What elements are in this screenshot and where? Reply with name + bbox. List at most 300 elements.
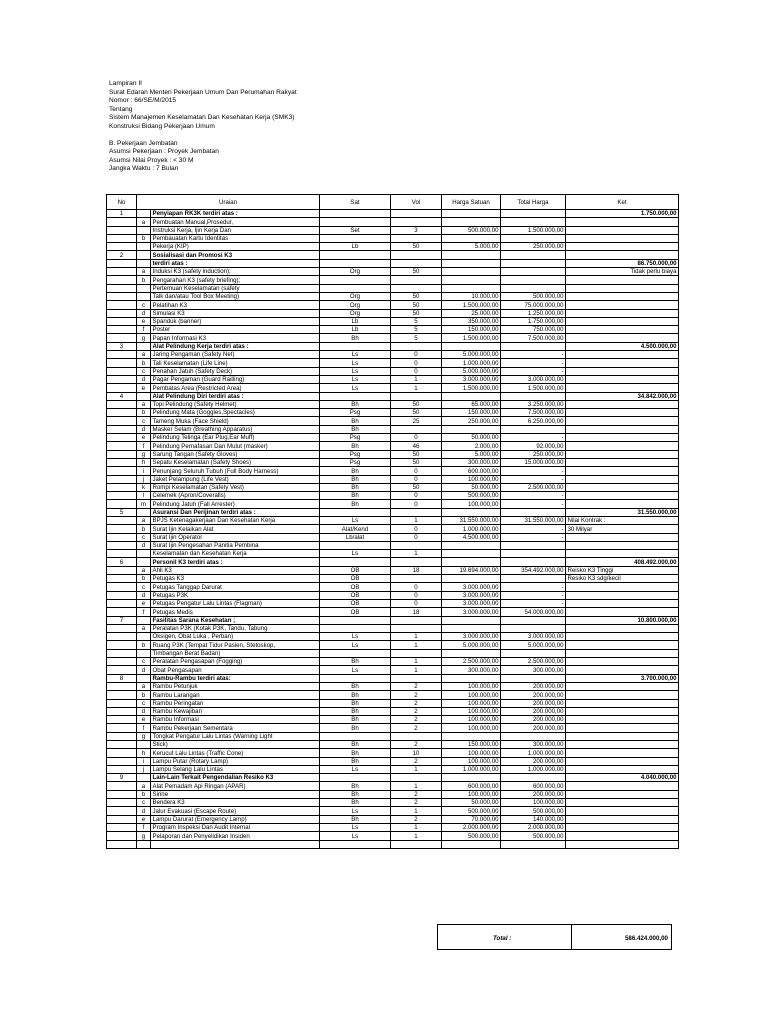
row-total-harga bbox=[501, 218, 566, 226]
row-ket bbox=[566, 583, 679, 591]
row-vol: 50 bbox=[391, 301, 442, 309]
row-no bbox=[107, 434, 137, 442]
row-total-harga bbox=[501, 732, 566, 740]
row-sub: d bbox=[137, 666, 151, 674]
row-vol: 2 bbox=[391, 699, 442, 707]
row-total-harga: 2.000.000,00 bbox=[501, 823, 566, 831]
row-vol bbox=[391, 624, 442, 632]
row-uraian: Pertemuan Keselamatan (safety bbox=[151, 284, 320, 292]
row-uraian: Tali Keselamatan (Life Line) bbox=[151, 359, 320, 367]
row-ket bbox=[566, 682, 679, 690]
row-ket bbox=[566, 807, 679, 815]
row-vol: 1 bbox=[391, 823, 442, 831]
table-row bbox=[107, 492, 679, 500]
row-sub: k bbox=[137, 483, 151, 491]
row-sub: g bbox=[137, 832, 151, 840]
row-ket: 4.040.000,00 bbox=[566, 774, 679, 782]
row-total-harga: 54.000.000,00 bbox=[501, 608, 566, 616]
row-vol: 1 bbox=[391, 666, 442, 674]
row-no: 1 bbox=[107, 210, 137, 218]
row-vol: 46 bbox=[391, 442, 442, 450]
row-uraian: Rambu Pekerjaan Sementara bbox=[151, 724, 320, 732]
table-row bbox=[107, 226, 679, 234]
row-total-harga: 1.000.000,00 bbox=[501, 749, 566, 757]
row-no bbox=[107, 832, 137, 840]
row-total-harga: - bbox=[501, 475, 566, 483]
row-sub bbox=[137, 674, 151, 682]
row-total-harga bbox=[501, 392, 566, 400]
row-ket bbox=[566, 434, 679, 442]
row-total-harga: 7.500.000,00 bbox=[501, 409, 566, 417]
table-row bbox=[107, 782, 679, 790]
row-sat: OB bbox=[320, 599, 391, 607]
row-sat: Psg bbox=[320, 434, 391, 442]
row-vol: 0 bbox=[391, 367, 442, 375]
row-sat: Org bbox=[320, 292, 391, 300]
row-ket bbox=[566, 442, 679, 450]
row-sat: Ls bbox=[320, 384, 391, 392]
row-sat: Bh bbox=[320, 724, 391, 732]
row-harga-satuan: 4.500.000,00 bbox=[442, 533, 501, 541]
row-sat: Psg bbox=[320, 450, 391, 458]
row-sub: m bbox=[137, 500, 151, 508]
row-uraian: Rambu Informasi bbox=[151, 716, 320, 724]
row-no bbox=[107, 334, 137, 342]
row-vol: 50 bbox=[391, 400, 442, 408]
row-ket bbox=[566, 458, 679, 466]
row-sub: e bbox=[137, 815, 151, 823]
row-no bbox=[107, 417, 137, 425]
table-row bbox=[107, 790, 679, 798]
row-sat: Bh bbox=[320, 500, 391, 508]
row-sat: Ls bbox=[320, 633, 391, 641]
row-uraian: Program Inspeksi Dan Audit Internal bbox=[151, 823, 320, 831]
row-uraian: Petugas K3 bbox=[151, 575, 320, 583]
row-harga-satuan: 100.000,00 bbox=[442, 707, 501, 715]
row-sub: a bbox=[137, 682, 151, 690]
row-vol: 0 bbox=[391, 583, 442, 591]
table-row bbox=[107, 691, 679, 699]
row-total-harga: 2.500.000,00 bbox=[501, 658, 566, 666]
row-vol bbox=[391, 575, 442, 583]
header-line: Lampiran II bbox=[109, 80, 142, 87]
row-harga-satuan: 500.000,00 bbox=[442, 807, 501, 815]
table-row bbox=[107, 716, 679, 724]
row-vol: 5 bbox=[391, 334, 442, 342]
row-no bbox=[107, 691, 137, 699]
row-sat bbox=[320, 392, 391, 400]
row-ket bbox=[566, 608, 679, 616]
row-uraian: Surat Ijin Operator bbox=[151, 533, 320, 541]
row-uraian: Alat Pemadam Api Ringan (APAR) bbox=[151, 782, 320, 790]
row-sub: a bbox=[137, 351, 151, 359]
document-header bbox=[109, 80, 297, 174]
row-sat bbox=[320, 649, 391, 657]
row-uraian: Sirine bbox=[151, 790, 320, 798]
row-no bbox=[107, 724, 137, 732]
row-vol: 2 bbox=[391, 691, 442, 699]
row-sat: Bh bbox=[320, 782, 391, 790]
row-ket bbox=[566, 599, 679, 607]
row-harga-satuan: 50.000,00 bbox=[442, 434, 501, 442]
row-sub bbox=[137, 616, 151, 624]
table-row bbox=[107, 500, 679, 508]
row-ket bbox=[566, 658, 679, 666]
row-vol: 50 bbox=[391, 309, 442, 317]
row-uraian: Talk dan/atau Tool Box Meeting) bbox=[151, 292, 320, 300]
row-no bbox=[107, 243, 137, 251]
row-harga-satuan: 5.000.000,00 bbox=[442, 351, 501, 359]
row-ket bbox=[566, 765, 679, 773]
row-total-harga: 200.000,00 bbox=[501, 707, 566, 715]
row-sat: Set bbox=[320, 226, 391, 234]
row-total-harga: 75.000.000,00 bbox=[501, 301, 566, 309]
row-ket bbox=[566, 375, 679, 383]
row-ket bbox=[566, 649, 679, 657]
row-no bbox=[107, 666, 137, 674]
table-row bbox=[107, 707, 679, 715]
row-ket bbox=[566, 732, 679, 740]
row-uraian: Rambu Peringatan bbox=[151, 699, 320, 707]
row-uraian: Timbangan Berat Badan) bbox=[151, 649, 320, 657]
row-uraian: Simulasi K3 bbox=[151, 309, 320, 317]
table-row bbox=[107, 409, 679, 417]
row-uraian: Kerucut Lalu Lintas (Traffic Cone) bbox=[151, 749, 320, 757]
row-sat bbox=[320, 234, 391, 242]
row-sat: Bh bbox=[320, 691, 391, 699]
row-sub: a bbox=[137, 400, 151, 408]
row-no bbox=[107, 741, 137, 749]
row-vol bbox=[391, 342, 442, 350]
row-ket bbox=[566, 840, 679, 848]
total-box bbox=[437, 924, 672, 950]
row-sub bbox=[137, 292, 151, 300]
row-ket bbox=[566, 624, 679, 632]
row-sub: a bbox=[137, 566, 151, 574]
row-sub: e bbox=[137, 599, 151, 607]
row-ket: 1.750.000,00 bbox=[566, 210, 679, 218]
row-ket bbox=[566, 757, 679, 765]
row-ket bbox=[566, 243, 679, 251]
row-uraian: Tameng Muka (Face Shield) bbox=[151, 417, 320, 425]
row-vol: 1 bbox=[391, 832, 442, 840]
row-ket bbox=[566, 400, 679, 408]
header-line: Sistem Manajemen Keselamatan Dan Kesehatan Kerja (SMK3) bbox=[109, 114, 295, 121]
table-row bbox=[107, 342, 679, 350]
row-sat: Bh bbox=[320, 483, 391, 491]
row-no bbox=[107, 649, 137, 657]
row-total-harga: - bbox=[501, 467, 566, 475]
row-ket bbox=[566, 782, 679, 790]
table-row bbox=[107, 699, 679, 707]
row-vol: 0 bbox=[391, 533, 442, 541]
row-uraian: Oksigen, Obat Luka , Perban) bbox=[151, 633, 320, 641]
row-no bbox=[107, 707, 137, 715]
row-vol: 1 bbox=[391, 765, 442, 773]
row-no bbox=[107, 359, 137, 367]
row-sat bbox=[320, 624, 391, 632]
row-vol bbox=[391, 276, 442, 284]
row-uraian: Tongkat Pengatur Lalu Lintas (Warning Light bbox=[151, 732, 320, 740]
row-sat: Ls bbox=[320, 516, 391, 524]
row-no bbox=[107, 608, 137, 616]
row-sat: OB bbox=[320, 608, 391, 616]
col-header-ket: Ket bbox=[566, 195, 679, 210]
row-uraian: Pelatihan K3 bbox=[151, 301, 320, 309]
row-total-harga bbox=[501, 550, 566, 558]
row-sub: b bbox=[137, 691, 151, 699]
table-row bbox=[107, 210, 679, 218]
row-uraian: Ruang P3K (Tempat Tidur Pasien, Stetoskop, bbox=[151, 641, 320, 649]
row-harga-satuan bbox=[442, 541, 501, 549]
row-ket: 31.550.000,00 bbox=[566, 508, 679, 516]
row-sat: OB bbox=[320, 583, 391, 591]
row-vol bbox=[391, 508, 442, 516]
row-vol bbox=[391, 774, 442, 782]
row-sub: g bbox=[137, 334, 151, 342]
row-vol: 1 bbox=[391, 641, 442, 649]
row-total-harga: 15.000.000,00 bbox=[501, 458, 566, 466]
row-sat bbox=[320, 774, 391, 782]
row-total-harga bbox=[501, 774, 566, 782]
row-sat: Org bbox=[320, 301, 391, 309]
row-uraian: Rambu Petunjuk bbox=[151, 682, 320, 690]
row-vol: 0 bbox=[391, 467, 442, 475]
row-harga-satuan bbox=[442, 616, 501, 624]
table-row bbox=[107, 375, 679, 383]
row-sat: Lb/alat bbox=[320, 533, 391, 541]
row-harga-satuan: 100.000,00 bbox=[442, 724, 501, 732]
row-sub: l bbox=[137, 492, 151, 500]
row-sat: Lb bbox=[320, 317, 391, 325]
row-total-harga: 250.000,00 bbox=[501, 450, 566, 458]
row-sat: Bh bbox=[320, 467, 391, 475]
row-ket bbox=[566, 741, 679, 749]
row-no bbox=[107, 782, 137, 790]
row-ket: Resiko K3 sdg/kecil bbox=[566, 575, 679, 583]
row-uraian: Ahli K3 bbox=[151, 566, 320, 574]
row-sat: Alat/Kend bbox=[320, 525, 391, 533]
row-harga-satuan bbox=[442, 624, 501, 632]
budget-table bbox=[106, 194, 679, 849]
row-total-harga: 500.000,00 bbox=[501, 807, 566, 815]
row-uraian: Surat Ijin Pengesahan Panitia Pembina bbox=[151, 541, 320, 549]
row-sub: d bbox=[137, 425, 151, 433]
row-harga-satuan: 50.000,00 bbox=[442, 799, 501, 807]
row-sub bbox=[137, 550, 151, 558]
row-vol bbox=[391, 392, 442, 400]
row-harga-satuan bbox=[442, 508, 501, 516]
table-row bbox=[107, 475, 679, 483]
row-total-harga: 200.000,00 bbox=[501, 724, 566, 732]
row-ket bbox=[566, 541, 679, 549]
row-sub: b bbox=[137, 641, 151, 649]
row-no: 9 bbox=[107, 774, 137, 782]
row-total-harga: 92.000,00 bbox=[501, 442, 566, 450]
table-row bbox=[107, 799, 679, 807]
row-harga-satuan bbox=[442, 550, 501, 558]
table-row bbox=[107, 608, 679, 616]
table-row bbox=[107, 317, 679, 325]
row-sat bbox=[320, 342, 391, 350]
row-vol: 18 bbox=[391, 608, 442, 616]
table-row bbox=[107, 450, 679, 458]
row-sub: d bbox=[137, 807, 151, 815]
row-ket bbox=[566, 823, 679, 831]
row-no bbox=[107, 492, 137, 500]
row-total-harga: - bbox=[501, 533, 566, 541]
header-line: Asumsi Pekerjaan : Proyek Jembatan bbox=[109, 148, 219, 155]
row-uraian: Rompi Keselamatan (Safety Vest) bbox=[151, 483, 320, 491]
row-ket bbox=[566, 234, 679, 242]
row-harga-satuan bbox=[442, 392, 501, 400]
row-sat: Ls bbox=[320, 351, 391, 359]
row-ket bbox=[566, 251, 679, 259]
row-total-harga: 200.000,00 bbox=[501, 757, 566, 765]
row-ket: Reisko K3 Tinggi bbox=[566, 566, 679, 574]
row-uraian: Petugas Pengatur Lalu Lintas (Flagman) bbox=[151, 599, 320, 607]
row-uraian: Pelindung Pernafasan Dan Mulut (masker) bbox=[151, 442, 320, 450]
row-total-harga: 600.000,00 bbox=[501, 782, 566, 790]
row-sub: b bbox=[137, 409, 151, 417]
row-vol: 2 bbox=[391, 724, 442, 732]
row-sub: a bbox=[137, 516, 151, 524]
row-vol bbox=[391, 234, 442, 242]
row-no bbox=[107, 840, 137, 848]
row-total-harga bbox=[501, 425, 566, 433]
table-row bbox=[107, 243, 679, 251]
row-ket bbox=[566, 326, 679, 334]
row-sat: Bh bbox=[320, 425, 391, 433]
row-no bbox=[107, 268, 137, 276]
row-sat: Bh bbox=[320, 682, 391, 690]
row-uraian: Pengarahan K3 (safety briefing); bbox=[151, 276, 320, 284]
table-row bbox=[107, 326, 679, 334]
row-sat: OB bbox=[320, 591, 391, 599]
row-sub bbox=[137, 633, 151, 641]
row-ket bbox=[566, 707, 679, 715]
table-row bbox=[107, 434, 679, 442]
row-ket bbox=[566, 591, 679, 599]
row-uraian: Pelindung Telinga (Ear Plug,Ear Muff) bbox=[151, 434, 320, 442]
header-line: Surat Edaran Menteri Pekerjaan Umum Dan Perumahan Rakyat bbox=[109, 88, 297, 96]
row-vol: 1 bbox=[391, 633, 442, 641]
table-row bbox=[107, 541, 679, 549]
row-ket bbox=[566, 790, 679, 798]
row-sub: g bbox=[137, 732, 151, 740]
row-vol: 2 bbox=[391, 815, 442, 823]
row-ket bbox=[566, 483, 679, 491]
row-no bbox=[107, 749, 137, 757]
row-no bbox=[107, 317, 137, 325]
row-ket bbox=[566, 317, 679, 325]
row-ket bbox=[566, 492, 679, 500]
table-row bbox=[107, 467, 679, 475]
row-sat: Ls bbox=[320, 832, 391, 840]
row-harga-satuan bbox=[442, 234, 501, 242]
row-sat: Bh bbox=[320, 400, 391, 408]
row-ket bbox=[566, 666, 679, 674]
row-harga-satuan: 1.500.000,00 bbox=[442, 301, 501, 309]
row-sub: d bbox=[137, 541, 151, 549]
row-no bbox=[107, 757, 137, 765]
row-ket bbox=[566, 284, 679, 292]
row-uraian: Pelindung Mata (Goggles,Spectacles) bbox=[151, 409, 320, 417]
row-sub: i bbox=[137, 757, 151, 765]
row-harga-satuan: 2.000,00 bbox=[442, 442, 501, 450]
row-harga-satuan: 19.694.000,00 bbox=[442, 566, 501, 574]
row-sub: f bbox=[137, 823, 151, 831]
row-total-harga: 7.500.000,00 bbox=[501, 334, 566, 342]
row-total-harga: - bbox=[501, 492, 566, 500]
row-no bbox=[107, 566, 137, 574]
row-sat bbox=[320, 284, 391, 292]
row-total-harga: 200.000,00 bbox=[501, 790, 566, 798]
row-sub: d bbox=[137, 309, 151, 317]
row-uraian: Penahan Jatuh (Safety Deck) bbox=[151, 367, 320, 375]
row-sub: b bbox=[137, 276, 151, 284]
table-row bbox=[107, 575, 679, 583]
table-row bbox=[107, 359, 679, 367]
row-total-harga: 1.500.000,00 bbox=[501, 384, 566, 392]
table-row bbox=[107, 682, 679, 690]
table-row bbox=[107, 268, 679, 276]
row-sub bbox=[137, 243, 151, 251]
row-harga-satuan: 600.000,00 bbox=[442, 467, 501, 475]
row-uraian: Bendera K3 bbox=[151, 799, 320, 807]
row-vol: 1 bbox=[391, 516, 442, 524]
row-vol: 1 bbox=[391, 807, 442, 815]
row-sub: a bbox=[137, 268, 151, 276]
row-total-harga: 200.000,00 bbox=[501, 691, 566, 699]
row-harga-satuan: 2.500.000,00 bbox=[442, 658, 501, 666]
row-sat: Ls bbox=[320, 807, 391, 815]
row-no bbox=[107, 425, 137, 433]
table-row bbox=[107, 384, 679, 392]
row-sat: Psg bbox=[320, 409, 391, 417]
row-harga-satuan: 600.000,00 bbox=[442, 782, 501, 790]
row-vol: 2 bbox=[391, 799, 442, 807]
row-vol: 1 bbox=[391, 550, 442, 558]
row-no: 8 bbox=[107, 674, 137, 682]
table-row bbox=[107, 417, 679, 425]
row-ket: 10.800.000,00 bbox=[566, 616, 679, 624]
row-sat bbox=[320, 616, 391, 624]
row-total-harga: 354.492.000,00 bbox=[501, 566, 566, 574]
row-harga-satuan: 50.000,00 bbox=[442, 483, 501, 491]
row-vol bbox=[391, 732, 442, 740]
table-row bbox=[107, 823, 679, 831]
table-row bbox=[107, 400, 679, 408]
row-harga-satuan: 3.000.000,00 bbox=[442, 375, 501, 383]
row-ket: 4.500.000,00 bbox=[566, 342, 679, 350]
row-total-harga: 31.550.000,00 bbox=[501, 516, 566, 524]
row-harga-satuan: 1.000.000,00 bbox=[442, 765, 501, 773]
row-harga-satuan: 70.000,00 bbox=[442, 815, 501, 823]
table-row bbox=[107, 840, 679, 848]
table-row bbox=[107, 550, 679, 558]
row-harga-satuan: 5.000,00 bbox=[442, 243, 501, 251]
row-uraian: Sosialisasi dan Promosi K3 bbox=[151, 251, 320, 259]
row-uraian: Peralatan P3K (Kotak P3K, Tandu, Tabung bbox=[151, 624, 320, 632]
row-ket bbox=[566, 691, 679, 699]
row-total-harga bbox=[501, 616, 566, 624]
row-uraian: Stick) bbox=[151, 741, 320, 749]
row-total-harga bbox=[501, 234, 566, 242]
row-no bbox=[107, 375, 137, 383]
row-vol bbox=[391, 284, 442, 292]
row-sub: a bbox=[137, 624, 151, 632]
